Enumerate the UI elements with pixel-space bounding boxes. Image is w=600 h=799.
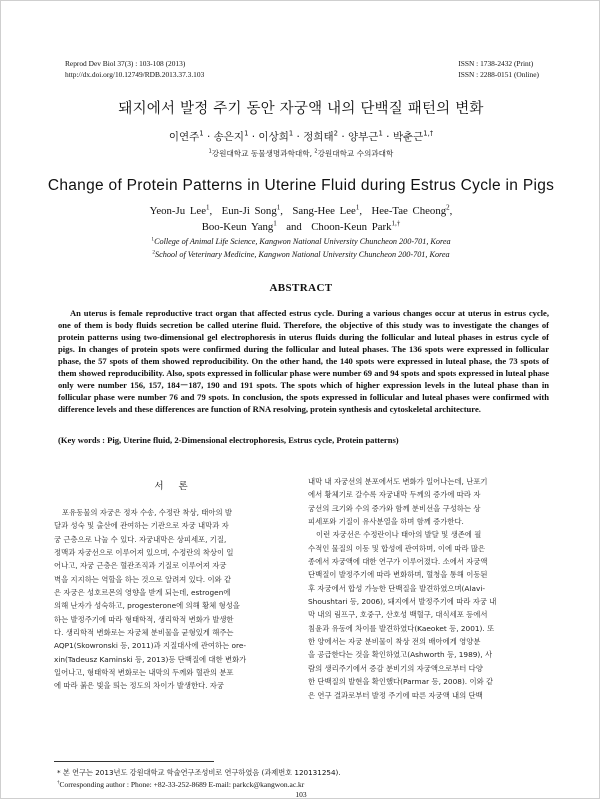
body-line: 다. 생리학적 변화로는 자궁체 분비물을 균형있게 해주는 — [54, 628, 234, 638]
body-line: 내막 내 자궁선의 분포에서도 변화가 일어나는데, 난포기 — [308, 477, 488, 486]
abstract-heading: ABSTRACT — [269, 282, 333, 294]
body-line: 은 연구 결과로부터 발정 주기에 따른 자궁액 내의 단백 — [308, 690, 483, 700]
body-line: 후 자궁에서 합성 가능한 단백질을 발견하였으며(Alavi- — [308, 583, 486, 593]
keywords: (Key words : Pig, Uterine fluid, 2-Dimensional electrophoresis, Estrus cycle, Protein patterns) — [58, 435, 399, 445]
affiliation: 강원대학교 수의과대학 — [317, 149, 394, 158]
korean-affiliations: $^1$강원대학교 동물생명과학대학, $^2$강원대학교 수의과대학 — [208, 148, 394, 158]
author: Boo-Keun Yang — [201, 221, 274, 233]
issn-print: ISSN : 1738-2432 (Print) — [458, 59, 534, 68]
journal-line: Reprod Dev Biol 37(3) : 103-108 (2013) — [65, 59, 186, 68]
body-line: xin(Tadeusz Kaminski 등, 2013)등 단백질에 대한 변화가 — [54, 654, 247, 664]
author: Eun-Ji Song — [221, 205, 277, 217]
section-heading-introduction: 서 론 — [154, 481, 194, 492]
author: Sang-Hee Lee — [292, 205, 356, 217]
body-line: 종에서 자궁액에 대한 연구가 이루어졌다. 소에서 자궁액 — [308, 557, 488, 567]
body-line: 피세포와 기질이 유사분열을 하며 함께 증가한다. — [308, 517, 464, 527]
english-affiliation-1: $^1$College of Animal Life Science, Kangwon National University Chuncheon 200-701, Korea — [151, 236, 451, 246]
affiliation: 강원대학교 동물생명과학대학, — [211, 149, 312, 158]
author: Choon-Keun Park — [311, 221, 392, 233]
intro-right-column — [308, 475, 549, 702]
corresponding-footnote: †Corresponding author : Phone: +82-33-252-8689 E-mail: parkck@kangwon.ac.kr — [57, 780, 305, 789]
journal-citation — [65, 58, 204, 80]
body-line: 벽을 지지하는 역할을 하는 것으로 알려져 있다. 이와 같 — [54, 574, 232, 584]
author: 송은지 — [213, 131, 245, 143]
author: 박춘근 — [392, 131, 424, 143]
body-line: 한 양에서는 자궁 분비물이 착상 전의 배아에게 영양분 — [308, 637, 481, 647]
funding-footnote: * 본 연구는 2013년도 강원대학교 학술연구조성비로 연구하였음 (과제번호 120131254). — [57, 768, 341, 777]
body-line: 수적인 물질의 이동 및 합성에 관여하며, 이에 따라 많은 — [308, 543, 486, 553]
english-authors-line1: Yeon-Ju Lee$^1$, Eun-Ji Song$^1$, Sang-Hee Lee$^1$, Hee-Tae Cheong$^2$, — [149, 203, 453, 217]
korean-title: 돼지에서 발정 주기 동안 자궁액 내의 단백질 패턴의 변화 — [118, 101, 484, 117]
body-line: 이런 자궁선은 수정란이나 태아의 발달 및 생존에 필 — [316, 530, 482, 540]
issn-block — [458, 58, 539, 80]
english-affiliation-2: $^2$School of Veterinary Medicine, Kangwon National University Chuncheon 200-701, Korea — [152, 249, 450, 259]
english-authors-line2: Boo-Keun Yang$^1$ and Choon-Keun Park$^{1,\dagger}$ — [201, 219, 401, 233]
author: Hee-Tae Cheong — [371, 205, 447, 217]
english-title: Change of Protein Patterns in Uterine Fluid during Estrus Cycle in Pigs — [47, 177, 555, 194]
doi-link[interactable]: http://dx.doi.org/10.12749/RDB.2013.37.3.103 — [65, 70, 205, 79]
body-line: 궁선의 크기와 수의 증가와 함께 분비선을 구성하는 상 — [308, 503, 481, 513]
body-line: 막 내의 림프구, 호중구, 산호성 백혈구, 대식세포 등에서 — [308, 610, 488, 620]
author: 정희태 — [303, 131, 334, 143]
issn-online: ISSN : 2288-0151 (Online) — [458, 70, 539, 79]
footnote-divider — [54, 761, 214, 762]
page-number: 103 — [295, 790, 307, 799]
author: 이연주 — [168, 131, 200, 143]
body-line: 궁 근층으로 나눌 수 있다. 자궁내막은 상피세포, 기질, — [54, 534, 227, 544]
body-line: 침윤과 유동에 차이를 발견하였다(Kaeoket 등, 2001). 또 — [308, 623, 495, 633]
body-line: AQP1(Skowronski 등, 2011)과 지질대사에 관여하는 ore- — [54, 641, 247, 651]
body-line: 한 단백질의 발현을 확인했다(Parmar 등, 2008). 이와 같 — [308, 677, 494, 687]
author: Yeon-Ju Lee — [149, 205, 207, 217]
body-line: 단백질이 발정주기에 따라 변화하며, 혈청을 통해 이동된 — [308, 570, 488, 580]
korean-authors: 이연주$^1$ · 송은지$^1$ · 이상희$^1$ · 정희태$^2$ · 양부근$^1$ · 박춘근$^{1,\dagger}$ — [168, 129, 434, 143]
body-line: 의해 난자가 성숙하고, progesterone에 의해 황체 형성을 — [54, 601, 240, 611]
abstract-text: An uterus is female reproductive tract organ that affected estrus cycle. During a various changes occur at uterus in estrus cycle, one of them is body fluids secretion be called uterine fluid. Therefore, the objective of this study was to investigate the changes of protein patterns using two-dimensional gel electrophoresis in uterus fluids during the follicular and luteal phases in estrus cycle of pigs. In changes of protein spots were confirmed during the follicular and luteal phases. The 136 spots were expressed in follicular phase, the 57 spots of them showed reproducibility. On the other hand, the 140 spots were expressed in luteal phase, the 73 spots of them showed reproducibility. Also, spots expressed in follicular phase were number 69 and 94 spots and spots expressed in luteal phase only were number 156, 157, 184－187, 190 and 191 spots. The spots which of higher expression levels in the luteal phase than in follicular phase were number 76 and 79 spots. In conclusion, the spots expressed in follicular and luteal phases were confirmed with difference levels and these differences are function of RNA resolving, protein synthesis and cytoskeletal architecture. — [58, 308, 549, 415]
body-line: 에 따라 붉은 빛을 띄는 정도의 차이가 발생한다. 자궁 — [54, 681, 224, 691]
intro-left-column — [54, 478, 294, 693]
and-word: and — [286, 221, 302, 233]
body-line: Shoushtari 등, 2006), 돼지에서 발정주기에 따라 자궁 내 — [308, 597, 497, 607]
body-line: 달과 성숙 및 출산에 관여하는 기관으로 자궁 내막과 자 — [54, 521, 229, 531]
body-line: 하는 발정주기에 따라 형태학적, 생리학적 변화가 발생한 — [54, 614, 234, 624]
author: 이상희 — [258, 131, 289, 143]
body-line: 을 공급한다는 것을 확인하였고(Ashworth 등, 1989), 사 — [308, 650, 493, 660]
body-line: 에서 황체기로 갈수록 자궁내막 두께의 증가에 따라 자 — [308, 490, 481, 500]
body-line: 포유동물의 자궁은 정자 수송, 수정란 착상, 태아의 발 — [62, 508, 232, 517]
body-line: 어나고, 자궁 근층은 혈관조직과 기질로 이루어져 자궁 — [54, 561, 227, 571]
intro-body-left — [54, 506, 294, 693]
body-line: 은 자궁은 성호르몬의 영향을 받게 되는데, estrogen에 — [54, 588, 231, 598]
body-line: 정맥과 자궁선으로 이루어져 있으며, 수정란의 착상이 일 — [54, 548, 234, 558]
intro-body-right — [308, 475, 549, 702]
body-line: 람의 생리주기에서 증감 분비기의 자궁액으로부터 다양 — [308, 663, 483, 673]
body-line: 일어나고, 형태학적 변화로는 내막의 두께와 혈관의 분포 — [54, 668, 234, 678]
author: 양부근 — [348, 131, 379, 143]
